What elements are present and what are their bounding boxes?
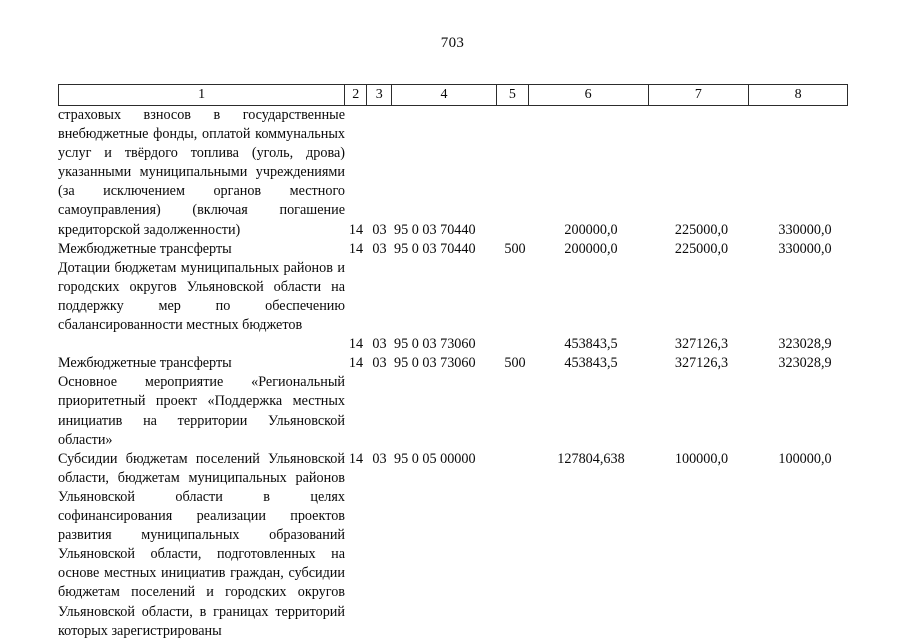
table-row [58, 354, 858, 373]
row-amount-2019: 127804,638 [557, 450, 625, 467]
row-amount-2021: 323028,9 [778, 336, 832, 353]
column-header-5: 5 [497, 85, 529, 105]
column-header-8: 8 [794, 87, 802, 102]
page-number: 703 [440, 35, 465, 51]
row-description: страховых взносов в государственные внебюджетные фонды, оплатой коммунальных услуг и твёрдого топлива (уголь, дрова) указанными муниципальными учреждениями (за исключением органов местного самоуправления) (включая погашение кредиторской задолженности) [58, 107, 345, 238]
row-amount-2019: 453843,5 [564, 355, 618, 372]
row-amount-2020: 100000,0 [674, 450, 729, 467]
column-header-3: 3 [367, 85, 392, 105]
row-amount-2020: 327126,3 [674, 336, 729, 353]
row-description: Основное мероприятие «Региональный приоритетный проект «Поддержка местных инициатив на территории Ульяновской области» [58, 374, 345, 448]
row-code-subsection: 03 [372, 221, 387, 238]
row-code-subsection: 03 [372, 240, 387, 257]
column-header-6: 6 [529, 85, 649, 105]
row-amount-2019: 200000,0 [564, 221, 618, 238]
row-code-section: 14 [348, 450, 364, 467]
row-description: Межбюджетные трансферты [58, 355, 232, 372]
row-expense-type: 500 [504, 240, 526, 257]
table-row [58, 259, 858, 355]
column-header-7: 7 [649, 85, 750, 105]
row-amount-2021: 330000,0 [778, 240, 832, 257]
row-amount-2021: 323028,9 [778, 355, 832, 372]
row-description: Дотации бюджетам муниципальных районов и городских округов Ульяновской области на поддержку мер по обеспечению сбалансированности местных бюджетов [58, 259, 345, 334]
row-target-code: 95 0 03 73060 [394, 336, 476, 353]
row-target-code: 95 0 03 70440 [394, 240, 476, 257]
row-code-section: 14 [348, 336, 364, 353]
row-target-code: 95 0 05 00000 [394, 450, 476, 467]
row-code-subsection: 03 [372, 336, 387, 353]
row-expense-type: 500 [504, 355, 526, 372]
row-code-section: 14 [348, 240, 364, 257]
row-code-subsection: 03 [372, 355, 387, 372]
row-code-section: 14 [348, 355, 364, 372]
row-target-code: 95 0 03 73060 [394, 355, 476, 372]
row-description: Межбюджетные трансферты [58, 240, 232, 257]
row-amount-2021: 330000,0 [778, 221, 832, 238]
row-amount-2019: 453843,5 [564, 336, 618, 353]
column-header-1: 1 [59, 85, 345, 105]
column-header-2: 2 [345, 85, 367, 105]
budget-table-body [58, 106, 858, 641]
table-row [58, 450, 858, 641]
table-row [58, 373, 858, 449]
row-description: Субсидии бюджетам поселений Ульяновской области, бюджетам муниципальных районов Ульяновской области в целях софинансирования реализации проектов развития муниципальных образований Ульяновской области, подготовленных на основе местных инициатив граждан, субсидии бюджетам поселений и городских округов Ульяновской области, в границах территорий которых зарегистрированы [58, 450, 345, 639]
row-code-section: 14 [348, 221, 364, 238]
row-amount-2020: 327126,3 [674, 355, 729, 372]
row-amount-2020: 225000,0 [674, 240, 729, 257]
table-row [58, 106, 858, 240]
row-target-code: 95 0 03 70440 [394, 221, 476, 238]
table-row [58, 240, 858, 259]
row-amount-2021: 100000,0 [778, 450, 832, 467]
column-header-4: 4 [392, 85, 497, 105]
row-amount-2020: 225000,0 [674, 221, 729, 238]
row-code-subsection: 03 [372, 450, 387, 467]
table-column-header-row [58, 84, 848, 106]
row-amount-2019: 200000,0 [564, 240, 618, 257]
